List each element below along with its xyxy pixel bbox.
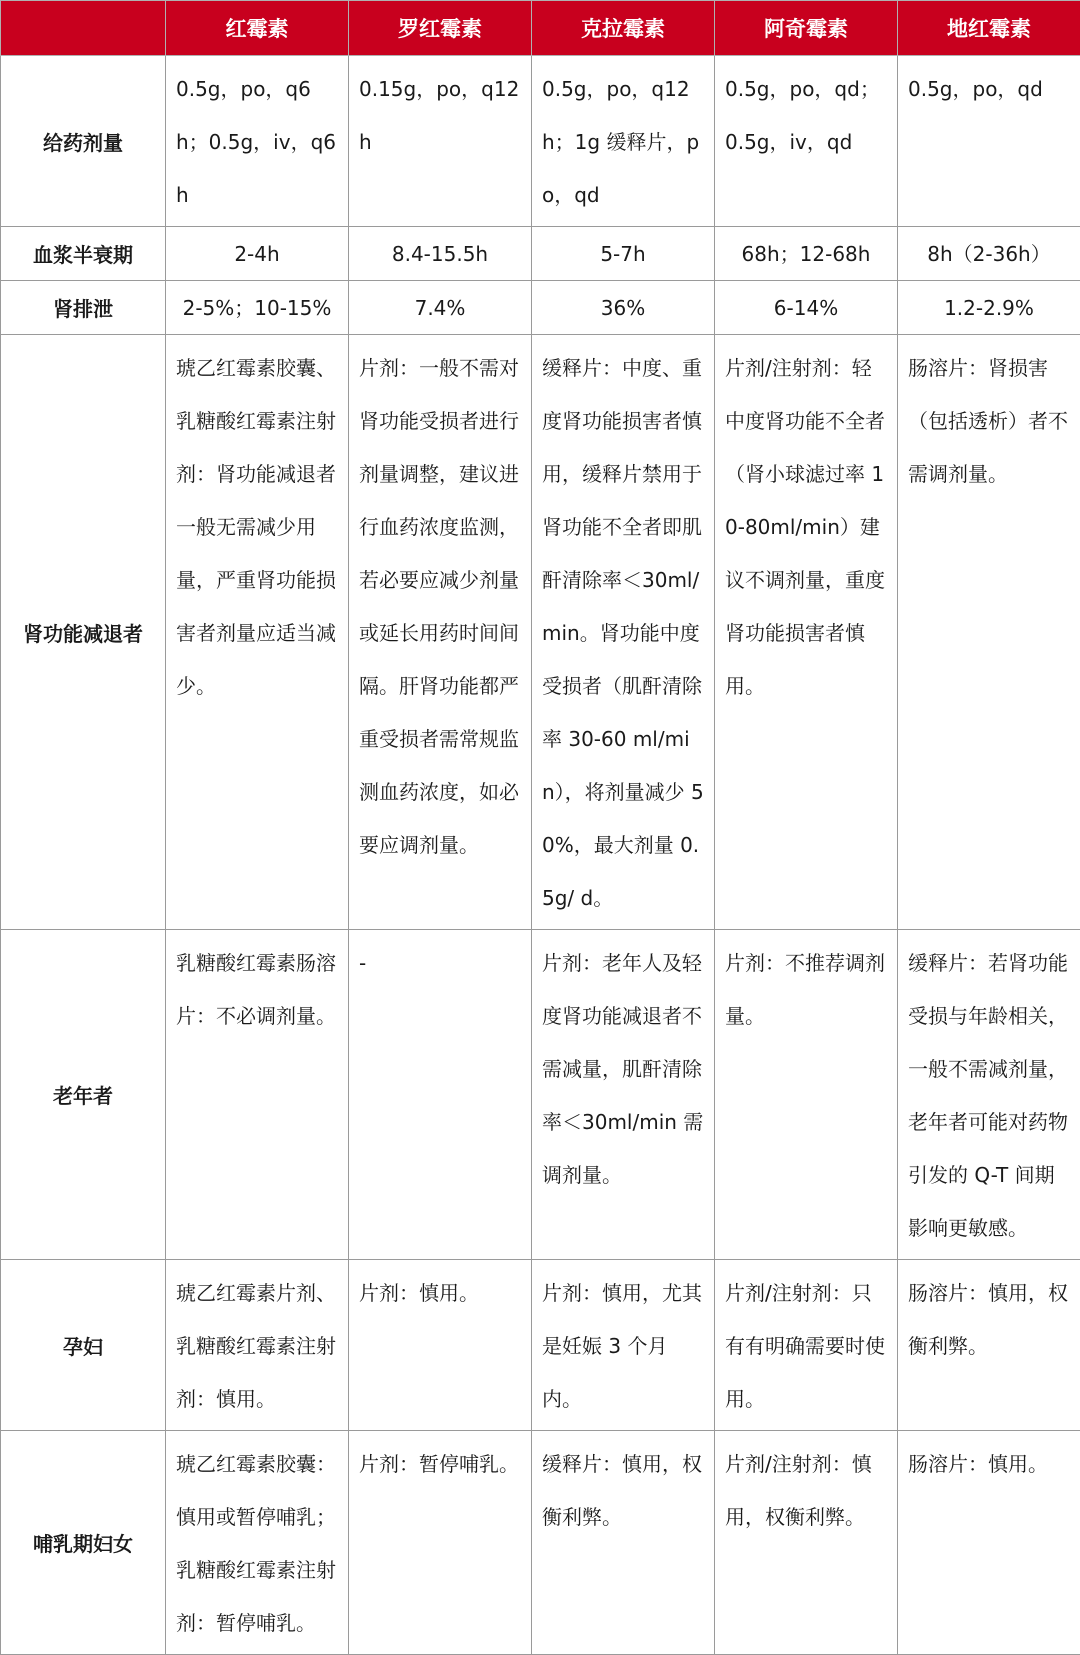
table-cell: 68h；12-68h: [715, 227, 898, 281]
table-cell: 片剂/注射剂：慎用，权衡利弊。: [715, 1431, 898, 1655]
table-cell: 缓释片：若肾功能受损与年龄相关，一般不需减剂量，老年者可能对药物引发的 Q-T 间期影响更敏感。: [898, 930, 1080, 1260]
row-label-dose: 给药剂量: [1, 56, 166, 227]
table-row-renal-excretion: [1, 281, 1080, 335]
table-cell: 7.4%: [349, 281, 532, 335]
row-label-pregnancy: 孕妇: [1, 1260, 166, 1431]
table-row-dose: [1, 56, 1080, 227]
table-cell: 片剂：一般不需对肾功能受损者进行剂量调整，建议进行血药浓度监测，若必要应减少剂量或延长用药时间间隔。肝肾功能都严重受损者需常规监测血药浓度，如必要应调剂量。: [349, 335, 532, 930]
table-cell: 2-5%；10-15%: [166, 281, 349, 335]
table-row-pregnancy: [1, 1260, 1080, 1431]
table-row-renal-impairment: [1, 335, 1080, 930]
row-label-lactation: 哺乳期妇女: [1, 1431, 166, 1655]
table-cell: 肠溶片：慎用，权衡利弊。: [898, 1260, 1080, 1431]
table-cell: 8.4-15.5h: [349, 227, 532, 281]
table-cell: 片剂/注射剂：轻中度肾功能不全者（肾小球滤过率 10-80ml/min）建议不调剂量，重度肾功能损害者慎用。: [715, 335, 898, 930]
table-row-half-life: [1, 227, 1080, 281]
table-cell: 8h（2-36h）: [898, 227, 1080, 281]
header-row: [1, 1, 1080, 56]
table-cell: 0.5g，po，qd；0.5g，iv，qd: [715, 56, 898, 227]
header-drug-azithromycin: 阿奇霉素: [715, 1, 898, 56]
table-cell: 0.5g，po，q12h；1g 缓释片，po，qd: [532, 56, 715, 227]
table-cell: 片剂：老年人及轻度肾功能减退者不需减量，肌酐清除率＜30ml/min 需调剂量。: [532, 930, 715, 1260]
table-cell: -: [349, 930, 532, 1260]
header-drug-dirithromycin: 地红霉素: [898, 1, 1080, 56]
row-label-half-life: 血浆半衰期: [1, 227, 166, 281]
table-cell: 6-14%: [715, 281, 898, 335]
table-cell: 5-7h: [532, 227, 715, 281]
header-corner-cell: [1, 1, 166, 56]
table-cell: 肠溶片：慎用。: [898, 1431, 1080, 1655]
table-cell: 琥乙红霉素胶囊：慎用或暂停哺乳；乳糖酸红霉素注射剂：暂停哺乳。: [166, 1431, 349, 1655]
table-cell: 2-4h: [166, 227, 349, 281]
table-cell: 肠溶片：肾损害（包括透析）者不需调剂量。: [898, 335, 1080, 930]
table-cell: 36%: [532, 281, 715, 335]
table-cell: 片剂：暂停哺乳。: [349, 1431, 532, 1655]
row-label-elderly: 老年者: [1, 930, 166, 1260]
table-cell: 片剂：慎用。: [349, 1260, 532, 1431]
table-row-elderly: [1, 930, 1080, 1260]
table-cell: 1.2-2.9%: [898, 281, 1080, 335]
table-cell: 0.5g，po，qd: [898, 56, 1080, 227]
table-cell: 乳糖酸红霉素肠溶片：不必调剂量。: [166, 930, 349, 1260]
table-cell: 0.15g，po，q12h: [349, 56, 532, 227]
row-label-renal-impairment: 肾功能减退者: [1, 335, 166, 930]
table-cell: 片剂：慎用，尤其是妊娠 3 个月内。: [532, 1260, 715, 1431]
header-drug-erythromycin: 红霉素: [166, 1, 349, 56]
header-drug-roxithromycin: 罗红霉素: [349, 1, 532, 56]
table-cell: 缓释片：中度、重度肾功能损害者慎用，缓释片禁用于肾功能不全者即肌酐清除率＜30ml/min。肾功能中度受损者（肌酐清除率 30-60 ml/min），将剂量减少 50%，最大剂量 0.5g/ d。: [532, 335, 715, 930]
table-cell: 琥乙红霉素胶囊、乳糖酸红霉素注射剂：肾功能减退者一般无需减少用量，严重肾功能损害者剂量应适当减少。: [166, 335, 349, 930]
table-cell: 琥乙红霉素片剂、乳糖酸红霉素注射剂：慎用。: [166, 1260, 349, 1431]
table-cell: 0.5g，po，q6h；0.5g，iv，q6h: [166, 56, 349, 227]
row-label-renal-excretion: 肾排泄: [1, 281, 166, 335]
table-cell: 缓释片：慎用，权衡利弊。: [532, 1431, 715, 1655]
table-row-lactation: [1, 1431, 1080, 1655]
header-drug-clarithromycin: 克拉霉素: [532, 1, 715, 56]
table-cell: 片剂：不推荐调剂量。: [715, 930, 898, 1260]
table-cell: 片剂/注射剂：只有有明确需要时使用。: [715, 1260, 898, 1431]
